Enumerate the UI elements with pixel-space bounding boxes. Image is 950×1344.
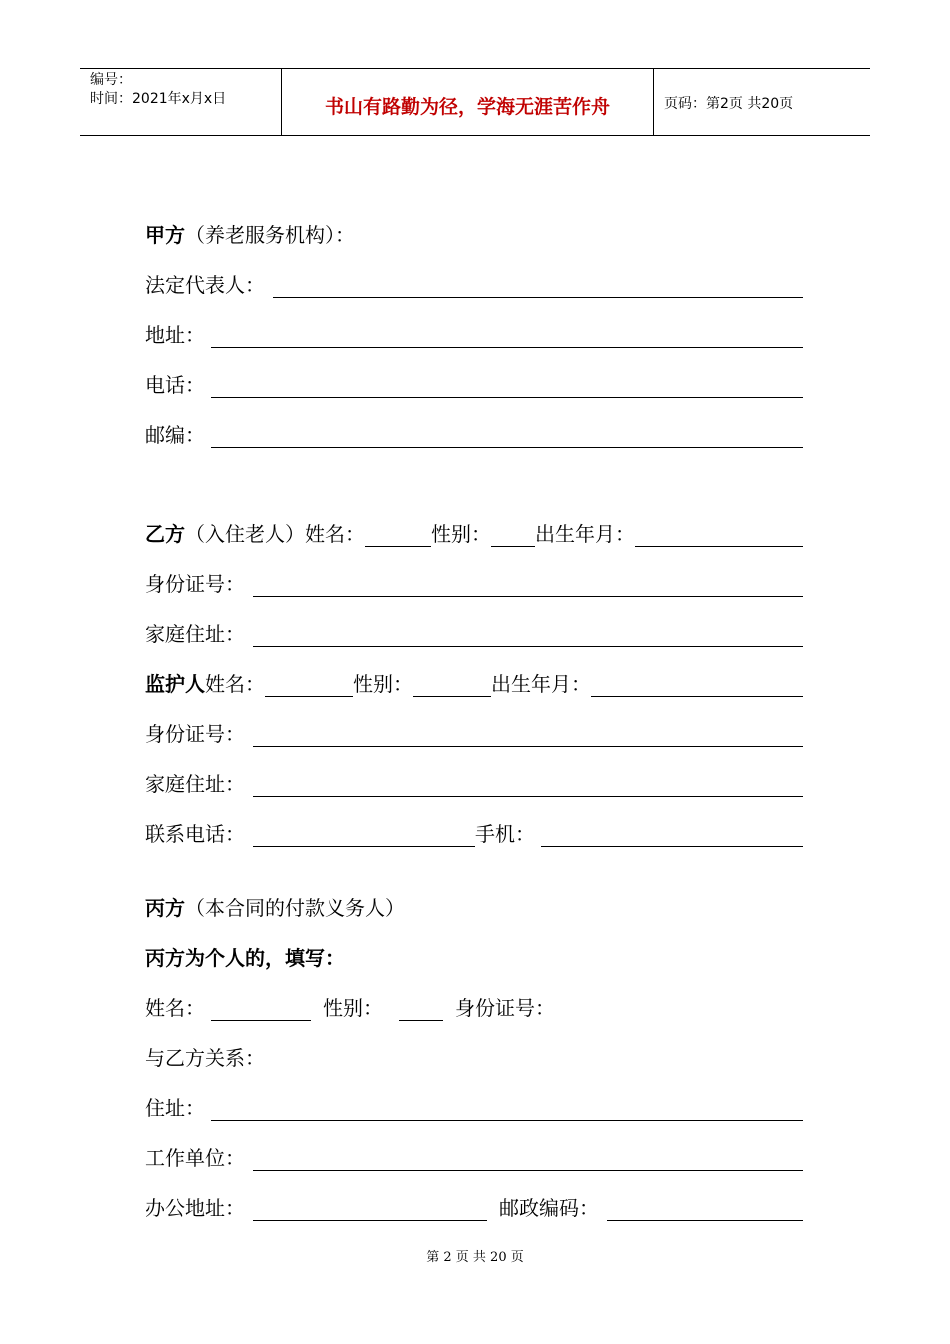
party-c-postal-label: 邮政编码： — [499, 1196, 599, 1220]
party-a-phone-row — [145, 368, 803, 398]
party-b-birth-label: 出生年月： — [535, 522, 635, 546]
guardian-id-field[interactable] — [253, 720, 803, 747]
header-meta-cell — [80, 69, 282, 135]
party-a-phone-field[interactable] — [211, 371, 803, 398]
party-c-office-row — [145, 1191, 803, 1221]
party-c-title: 丙方 — [145, 896, 185, 920]
legal-rep-field[interactable] — [273, 271, 803, 298]
guardian-mobile-field[interactable] — [541, 820, 803, 847]
page-header — [80, 68, 870, 136]
party-c-office-label: 办公地址： — [145, 1196, 245, 1220]
party-a-heading — [145, 218, 803, 248]
party-b-heading-row — [145, 517, 803, 547]
guardian-home-field[interactable] — [253, 770, 803, 797]
party-a-postcode-field[interactable] — [211, 421, 803, 448]
guardian-birth-label: 出生年月： — [491, 672, 591, 696]
party-a-title-note: （养老服务机构）： — [185, 223, 355, 247]
party-c-gender-field[interactable] — [399, 994, 443, 1021]
guardian-name-field[interactable] — [265, 670, 353, 697]
header-time-label: 时间：2021年x月x日 — [90, 91, 227, 107]
guardian-heading-row — [145, 667, 803, 697]
legal-rep-row — [145, 268, 803, 298]
party-b-home-row — [145, 617, 803, 647]
party-b-id-field[interactable] — [253, 570, 803, 597]
party-c-id-label: 身份证号： — [455, 996, 555, 1020]
header-number-label: 编号： — [90, 72, 132, 88]
party-b-name-label: （入住老人）姓名： — [185, 522, 365, 546]
guardian-title: 监护人 — [145, 672, 205, 696]
party-a-postcode-label: 邮编： — [145, 423, 205, 447]
party-b-gender-label: 性别： — [431, 522, 491, 546]
guardian-contact-label: 联系电话： — [145, 822, 245, 846]
party-c-name-row — [145, 991, 803, 1021]
guardian-name-label: 姓名： — [205, 672, 265, 696]
guardian-mobile-label: 手机： — [475, 822, 535, 846]
party-c-postal-field[interactable] — [607, 1194, 803, 1221]
party-b-birth-field[interactable] — [635, 520, 803, 547]
guardian-home-label: 家庭住址： — [145, 772, 245, 796]
page-footer: 第 2 页 共 20 页 — [426, 1250, 524, 1265]
guardian-home-row — [145, 767, 803, 797]
party-c-relation-label: 与乙方关系： — [145, 1046, 265, 1070]
party-c-address-label: 住址： — [145, 1096, 205, 1120]
party-b-home-label: 家庭住址： — [145, 622, 245, 646]
party-c-work-row — [145, 1141, 803, 1171]
guardian-gender-field[interactable] — [413, 670, 491, 697]
party-a-address-field[interactable] — [211, 321, 803, 348]
guardian-contact-row — [145, 817, 803, 847]
guardian-id-label: 身份证号： — [145, 722, 245, 746]
party-a-postcode-row — [145, 418, 803, 448]
legal-rep-label: 法定代表人： — [145, 273, 265, 297]
party-c-relation-row — [145, 1041, 803, 1071]
party-b-title: 乙方 — [145, 522, 185, 546]
party-c-individual-heading-row — [145, 941, 803, 971]
party-c-address-row — [145, 1091, 803, 1121]
party-c-title-note: （本合同的付款义务人） — [185, 896, 405, 920]
party-c-name-label: 姓名： — [145, 996, 205, 1020]
party-b-gender-field[interactable] — [491, 520, 535, 547]
guardian-contact-field[interactable] — [253, 820, 475, 847]
party-a-title: 甲方 — [145, 223, 185, 247]
party-b-home-field[interactable] — [253, 620, 803, 647]
party-a-phone-label: 电话： — [145, 373, 205, 397]
party-b-name-field[interactable] — [365, 520, 431, 547]
header-motto: 书山有路勤为径，学海无涯苦作舟 — [282, 69, 654, 135]
party-c-office-field[interactable] — [253, 1194, 487, 1221]
party-b-id-row — [145, 567, 803, 597]
party-c-name-field[interactable] — [211, 994, 311, 1021]
party-c-gender-label: 性别： — [323, 996, 383, 1020]
guardian-id-row — [145, 717, 803, 747]
party-c-work-field[interactable] — [253, 1144, 803, 1171]
party-c-individual-heading: 丙方为个人的，填写： — [145, 946, 345, 970]
party-a-address-row — [145, 318, 803, 348]
guardian-gender-label: 性别： — [353, 672, 413, 696]
party-b-id-label: 身份证号： — [145, 572, 245, 596]
party-c-address-field[interactable] — [211, 1094, 803, 1121]
party-c-heading — [145, 891, 803, 921]
guardian-birth-field[interactable] — [591, 670, 803, 697]
party-a-address-label: 地址： — [145, 323, 205, 347]
header-page-info: 页码：第2页 共20页 — [664, 96, 794, 112]
party-c-work-label: 工作单位： — [145, 1146, 245, 1170]
